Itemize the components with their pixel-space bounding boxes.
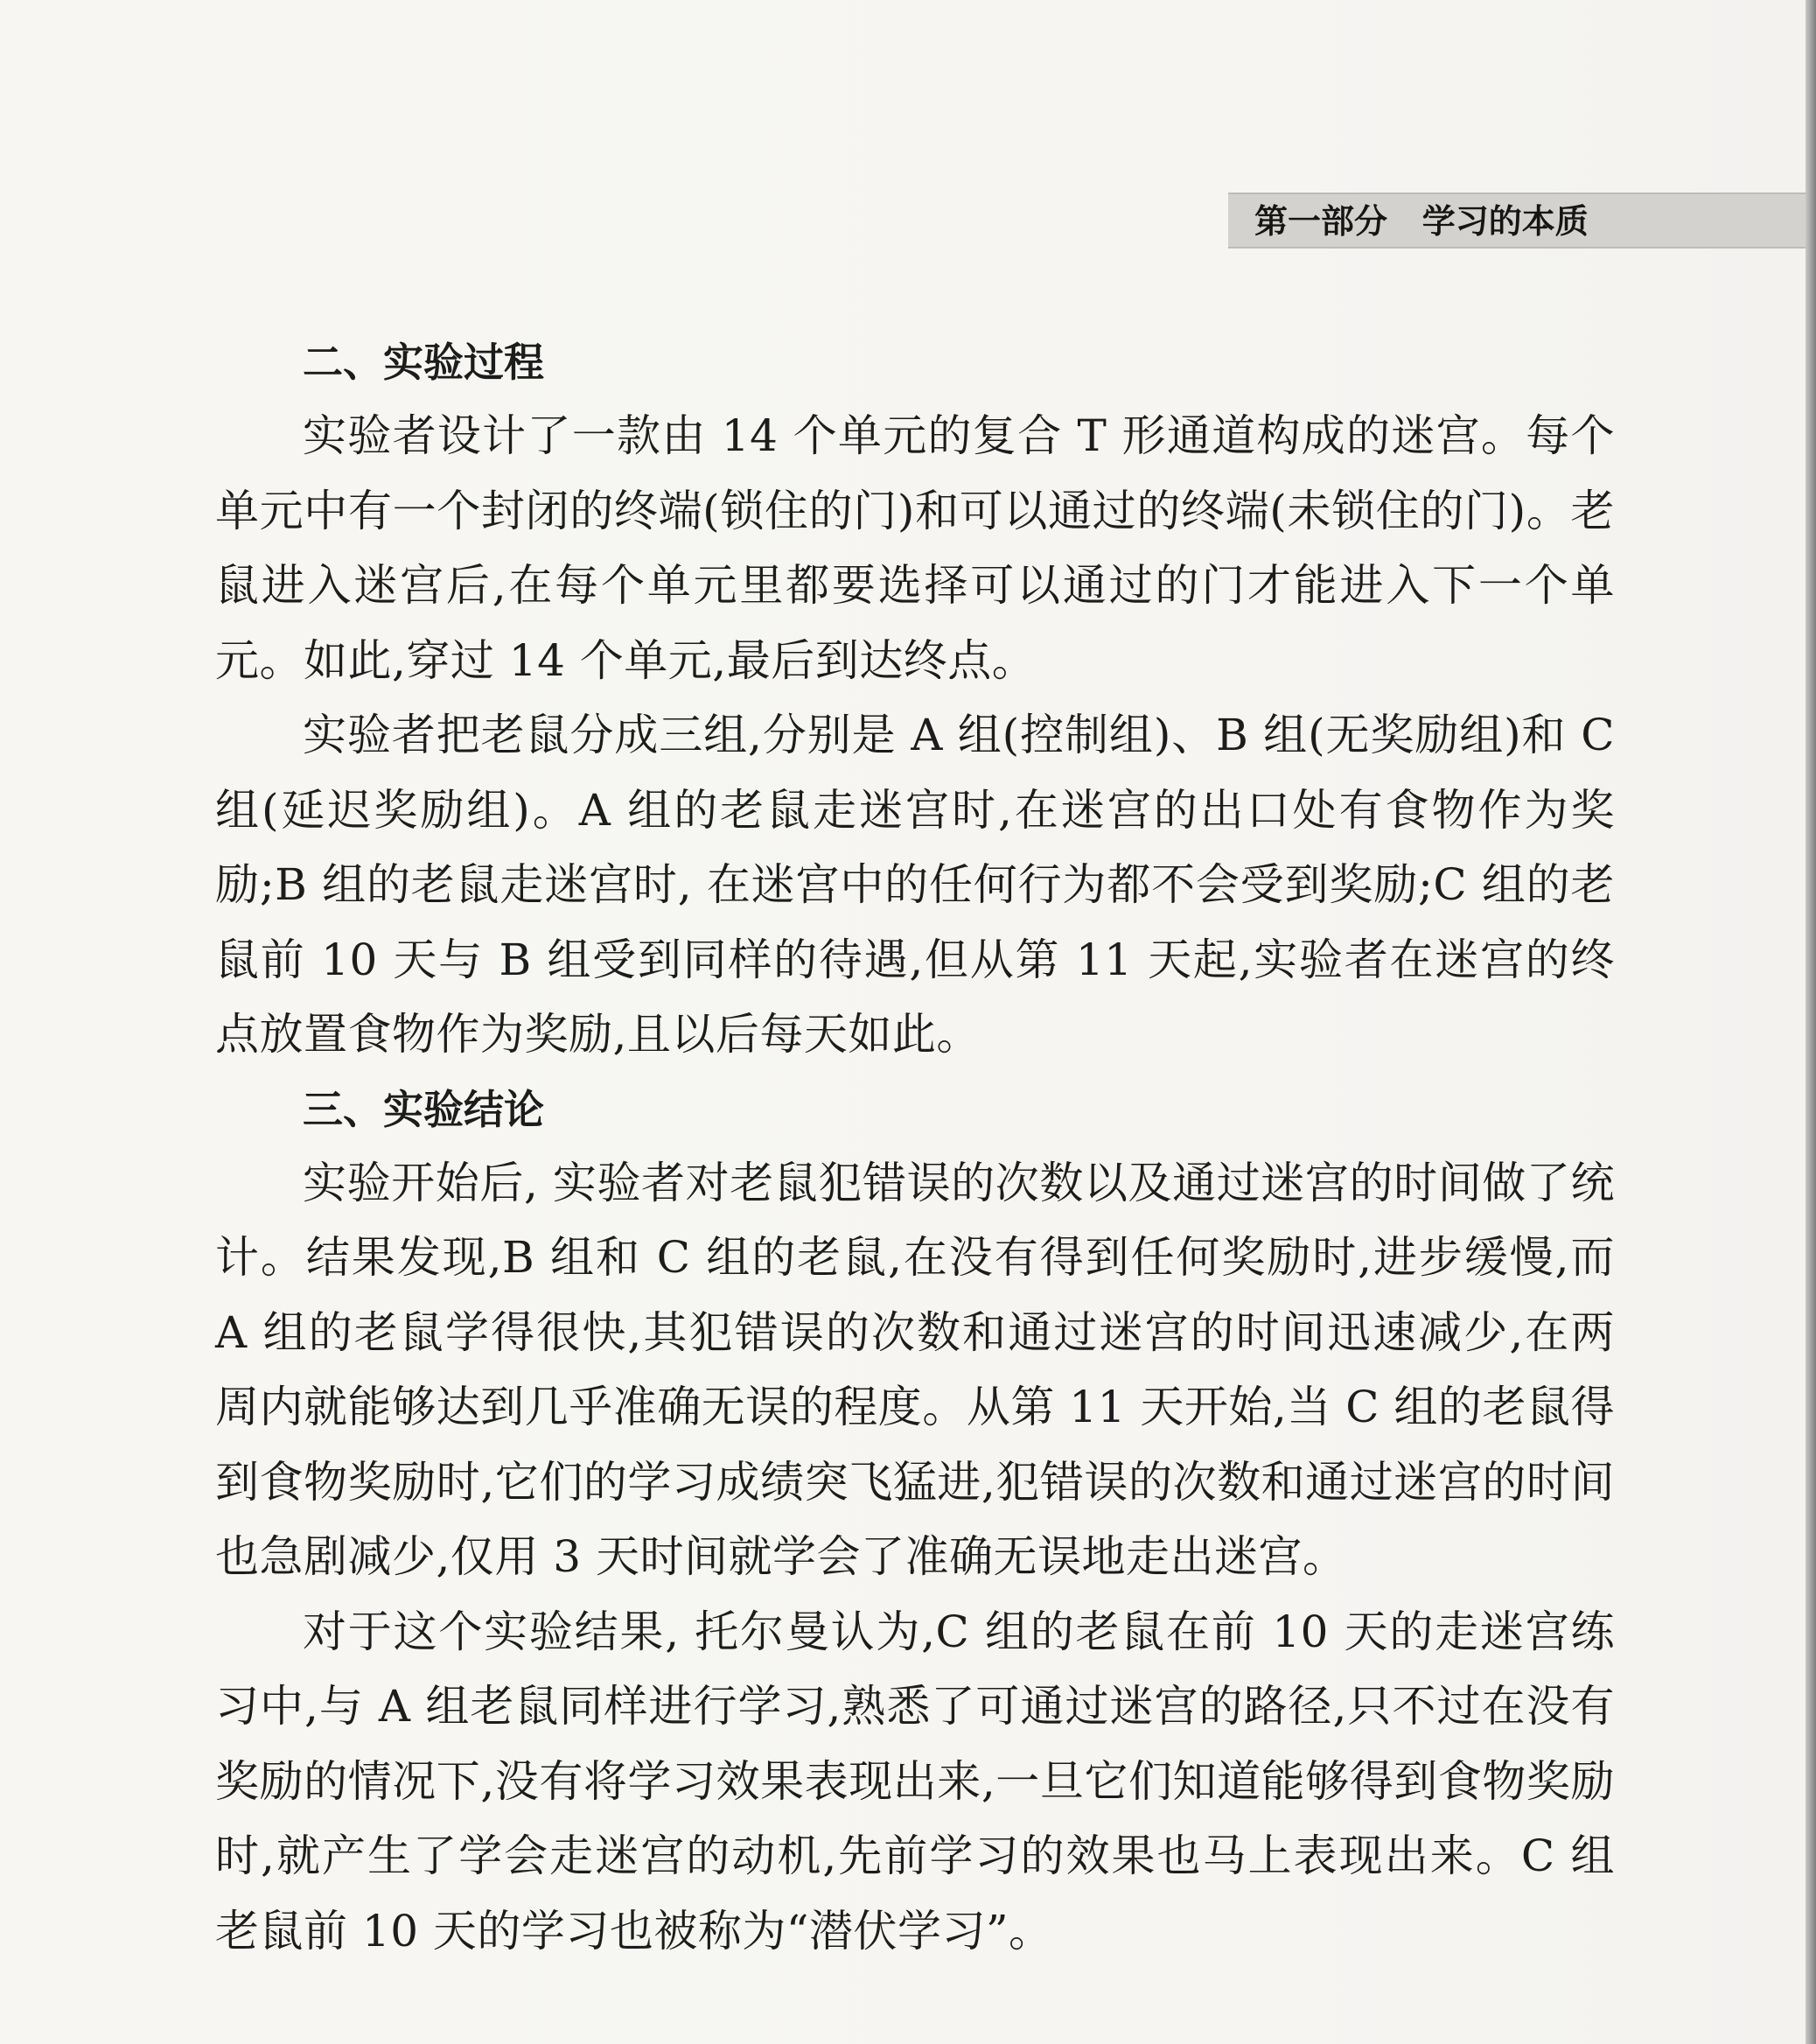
page-edge-shadow	[1806, 0, 1816, 2044]
running-header	[1228, 192, 1816, 248]
paragraph-maze-design: 实验者设计了一款由 14 个单元的复合 T 形通道构成的迷宫。每个单元中有一个封闭的终端(锁住的门)和可以通过的终端(未锁住的门)。老鼠进入迷宫后,在每个单元里都要选择可以通过的门才能进入下一个单元。如此,穿过 14 个单元,最后到达终点。	[215, 410, 1615, 686]
paragraph-results: 实验开始后, 实验者对老鼠犯错误的次数以及通过迷宫的时间做了统计。结果发现,B 组和 C 组的老鼠,在没有得到任何奖励时,进步缓慢,而 A 组的老鼠学得很快,其犯错误的次数和通过迷宫的时间迅速减少,在两周内就能够达到几乎准确无误的程度。从第 11 天开始,当 C 组的老鼠得到食物奖励时,它们的学习成绩突飞猛进,犯错误的次数和通过迷宫的时间也急剧减少,仅用 3 天时间就学会了准确无误地走出迷宫。	[215, 1157, 1615, 1582]
header-title: 学习的本质	[1421, 202, 1589, 241]
paragraph-latent-learning: 对于这个实验结果, 托尔曼认为,C 组的老鼠在前 10 天的走迷宫练习中,与 A 组老鼠同样进行学习,熟悉了可通过迷宫的路径,只不过在没有奖励的情况下,没有将学习效果表现出来,一旦它们知道能够得到食物奖励时,就产生了学会走迷宫的动机,先前学习的效果也马上表现出来。C 组老鼠前 10 天的学习也被称为“潜伏学习”。	[215, 1606, 1615, 1956]
section-heading-process: 二、实验过程	[303, 339, 544, 386]
running-header-text	[1254, 203, 1589, 240]
section-heading-conclusion: 三、实验结论	[303, 1085, 544, 1133]
page-body	[215, 326, 1615, 1969]
paragraph-groups: 实验者把老鼠分成三组,分别是 A 组(控制组)、B 组(无奖励组)和 C 组(延迟奖励组)。A 组的老鼠走迷宫时,在迷宫的出口处有食物作为奖励;B 组的老鼠走迷宫时, 在迷宫中的任何行为都不会受到奖励;C 组的老鼠前 10 天与 B 组受到同样的待遇,但从第 11 天起,实验者在迷宫的终点放置食物作为奖励,且以后每天如此。	[215, 710, 1615, 1060]
header-part-label: 第一部分	[1254, 202, 1388, 241]
